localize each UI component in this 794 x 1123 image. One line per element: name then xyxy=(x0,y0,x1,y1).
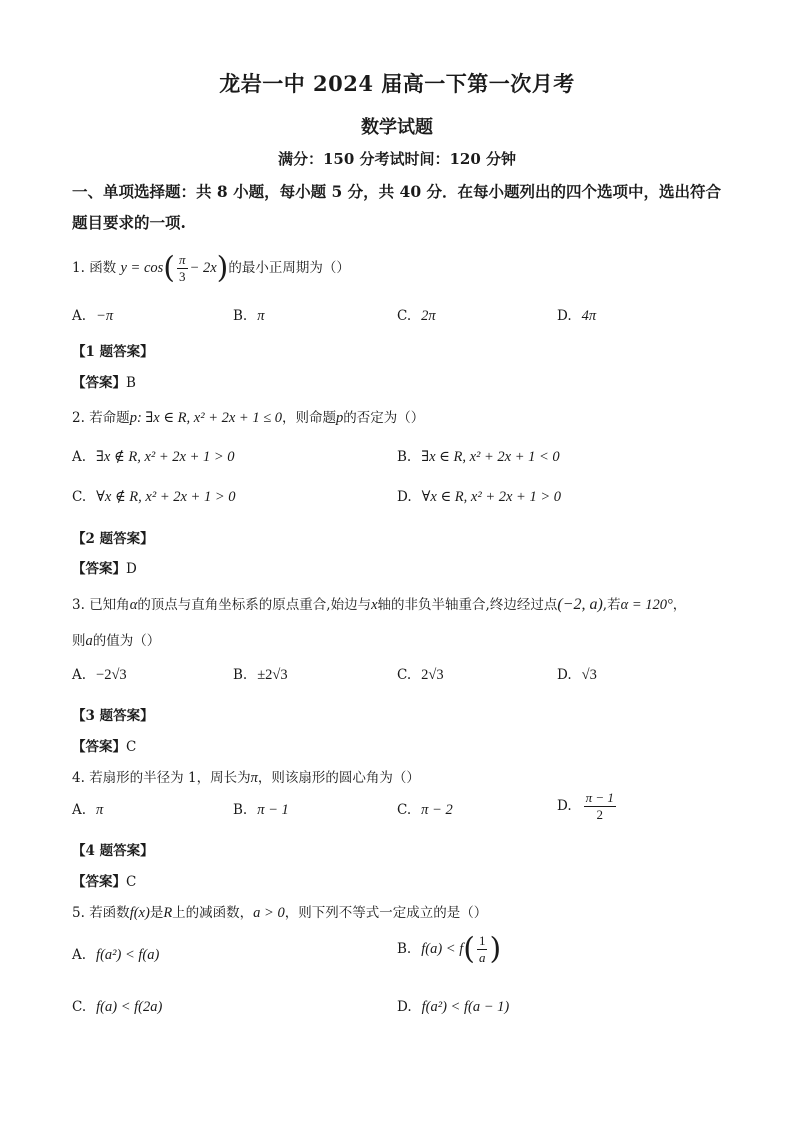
answer-header-3: 【3 题答案】 xyxy=(72,708,154,724)
answer-header-2: 【2 题答案】 xyxy=(72,531,154,547)
question-1-option-d: D. 4π xyxy=(557,308,597,324)
question-5-option-b: B. f(a) < f( $\frac{1}{a}$ ) xyxy=(397,931,502,967)
answer-2: 【答案】D xyxy=(72,561,137,577)
question-4-option-d: D. $\frac{\pi - 1}{2}$ xyxy=(557,790,614,822)
answer-4: 【答案】C xyxy=(72,874,137,890)
question-3-option-b: B. ±2√3 xyxy=(233,667,288,683)
fraction: $\frac{\pi}{3}$ xyxy=(179,252,186,284)
question-1-stem: 1. 函数 y = cos( $\frac{\pi}{3}$ − 2x)的最小正周期为（） xyxy=(72,250,350,286)
question-4-option-b: B. π − 1 xyxy=(233,802,289,818)
question-5-stem: 5. 若函数f(x)是R上的减函数，a > 0，则下列不等式一定成立的是（） xyxy=(72,905,488,921)
question-2-option-d: D. ∀x ∈ R, x² + 2x + 1 > 0 xyxy=(397,489,561,505)
question-2-option-b: B. ∃x ∈ R, x² + 2x + 1 < 0 xyxy=(397,449,560,465)
question-4-option-c: C. π − 2 xyxy=(397,802,453,818)
question-1-option-a: A. −π xyxy=(72,308,114,324)
answer-header-4: 【4 题答案】 xyxy=(72,843,154,859)
question-5-option-d: D. f(a²) < f(a − 1) xyxy=(397,999,510,1015)
answer-header-1: 【1 题答案】 xyxy=(72,344,154,360)
question-2-option-a: A. ∃x ∉ R, x² + 2x + 1 > 0 xyxy=(72,449,235,465)
question-2-stem: 2. 若命题p: ∃x ∈ R, x² + 2x + 1 ≤ 0，则命题p的否定为（） xyxy=(72,410,425,426)
exam-info: 满分：150 分考试时间：120 分钟 xyxy=(277,150,517,168)
question-4-option-a: A. π xyxy=(72,802,104,818)
question-5-option-c: C. f(a) < f(2a) xyxy=(72,999,163,1015)
question-1-option-b: B. π xyxy=(233,308,265,324)
section-heading-line1: 一、单项选择题：共 8 小题，每小题 5 分，共 40 分．在每小题列出的四个选项中，选出符合 xyxy=(72,182,722,201)
answer-3: 【答案】C xyxy=(72,739,137,755)
exam-title: 龙岩一中 2024 届高一下第一次月考 xyxy=(219,71,575,96)
question-1-option-c: C. 2π xyxy=(397,308,436,324)
exam-subject: 数学试题 xyxy=(361,117,433,138)
question-2-option-c: C. ∀x ∉ R, x² + 2x + 1 > 0 xyxy=(72,489,236,505)
question-3-stem-line1: 3. 已知角α的顶点与直角坐标系的原点重合,始边与x轴的非负半轴重合,终边经过点(−2, a),若α = 120°， xyxy=(72,596,687,613)
section-heading-line2: 题目要求的一项. xyxy=(72,213,186,232)
question-5-option-a: A. f(a²) < f(a) xyxy=(72,947,160,963)
question-4-stem: 4. 若扇形的半径为 1，周长为π，则该扇形的圆心角为（） xyxy=(72,770,420,786)
fraction: $\frac{\pi - 1}{2}$ xyxy=(585,790,614,822)
question-3-option-c: C. 2√3 xyxy=(397,667,444,683)
question-3-option-d: D. √3 xyxy=(557,667,597,683)
fraction: $\frac{1}{a}$ xyxy=(478,933,486,965)
question-3-option-a: A. −2√3 xyxy=(72,667,127,683)
answer-1: 【答案】B xyxy=(72,375,136,391)
question-3-stem-line2: 则a的值为（） xyxy=(72,633,161,649)
